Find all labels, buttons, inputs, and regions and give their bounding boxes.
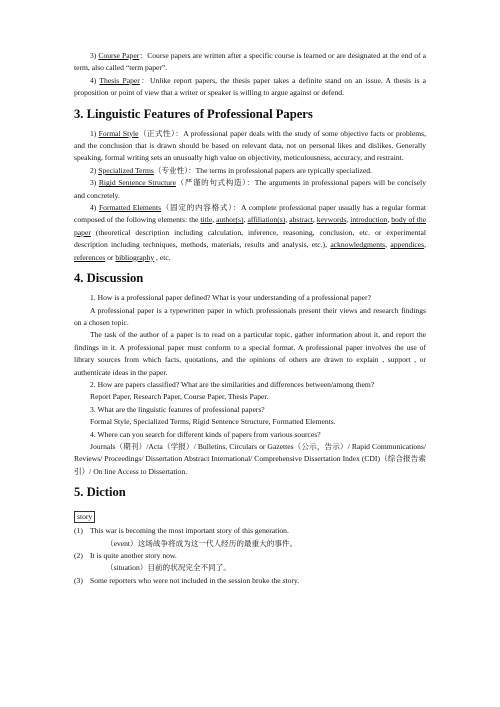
question-4: 4. Where can you search for different kinds of papers from various sources? <box>90 429 321 439</box>
element-author: author(s) <box>216 215 244 225</box>
specialized-terms-label: Specialized Terms <box>98 165 154 175</box>
item-number: 4) <box>90 75 100 85</box>
course-paper-label: Course Paper <box>98 51 140 60</box>
item-number: 3) <box>90 51 99 60</box>
separator: , <box>212 215 217 225</box>
document-page <box>74 50 426 587</box>
formal-style-paragraph <box>74 128 426 165</box>
answer-4: Journals（期刊）/Acta（学报）/ Bulletins, Circulars or Gazettes（公示，告示）/ Rapid Communications/ Reviews/ Proceedings/ Dissertation Abstract International/ Comprehensive Dissertation Index (CDI)（综合报告索引）/ On line Access to Dissertation. <box>74 441 426 476</box>
boxed-word: story <box>74 511 95 523</box>
formatted-elements-paragraph <box>74 202 426 264</box>
separator: , <box>243 215 248 225</box>
element-bibliography: bibliography <box>115 252 155 262</box>
question-1: 1. How is a professional paper defined? What is your understanding of a professional paper? <box>90 293 371 303</box>
english-sentence: This war is becoming the most important story of this generation. <box>90 526 289 536</box>
list-item <box>74 525 426 537</box>
list-item <box>74 550 426 562</box>
formal-style-label: Formal Style <box>98 128 139 138</box>
element-appendices: appendices <box>390 240 425 250</box>
english-sentence: It is quite another story now. <box>90 551 177 560</box>
item-number: 4) <box>90 203 99 213</box>
specialized-terms-paragraph <box>74 165 426 177</box>
answer-1: A professional paper is a typewritten paper in which professionals present their views and research findings on a chosen topic. <box>74 305 426 327</box>
section-5-heading: 5. Diction <box>74 485 126 500</box>
rigid-structure-label: Rigid Sentence Structure <box>98 178 176 188</box>
separator: , <box>346 215 351 225</box>
separator: , <box>387 215 392 225</box>
separator: , <box>285 215 290 225</box>
etc-text: , etc. <box>154 252 171 262</box>
item-number: 1) <box>90 128 99 138</box>
thesis-paper-paragraph <box>74 75 426 100</box>
item-number: 2) <box>90 165 99 175</box>
formatted-elements-text: （固定的内容格式）：A complete professional paper usually has a regular format composed of the following elements: the <box>74 203 427 225</box>
question-3: 3. What are the linguistic features of professional papers? <box>90 404 265 414</box>
question-2: 2. How are papers classified? What are the similarities and differences between/among them? <box>90 379 375 389</box>
thesis-paper-label: Thesis Paper <box>99 75 140 85</box>
separator: , <box>424 240 427 250</box>
or-text: or <box>105 252 116 262</box>
item-number: (2) <box>74 551 83 560</box>
specialized-terms-text: （专业性）：The terms in professional papers are typically specialized. <box>153 165 372 175</box>
item-number: (1) <box>74 526 83 536</box>
thesis-paper-text: ：Unlike report papers, the thesis paper takes a definite stand on an issue. A thesis is a proposition or point of view that a writer or speaker is willing to argue against or defend. <box>74 75 427 98</box>
answer-1-continued: The task of the author of a paper is to read on a particular topic, gather information about it, and report the findings in it. A professional paper must conform to a special format. A professional paper involves the use of library sources from which facts, quotations, and the opinions of others are drawn to explain , support , or authenticate ideas in the paper. <box>74 330 426 377</box>
formatted-elements-text-2: (theoretical description including calculation, inference, reasoning, conclusion, etc. or experimental description including techniques, methods, materials, results and analysis, etc.), <box>74 227 426 250</box>
diction-list <box>74 525 426 587</box>
separator: , <box>385 240 391 250</box>
list-item <box>74 575 426 587</box>
course-paper-paragraph <box>74 50 426 75</box>
section-3-heading: 3. Linguistic Features of Professional Papers <box>74 106 313 121</box>
item-number: (3) <box>74 575 83 585</box>
rigid-structure-paragraph <box>74 177 426 202</box>
course-paper-text: ：Course papers are written after a specific course is learned or are designated at the end of a term, also called “term paper”. <box>74 51 426 73</box>
separator: , <box>312 215 317 225</box>
element-body: body of the paper <box>74 215 427 237</box>
answer-2: Report Paper, Research Paper, Course Paper, Thesis Paper. <box>90 392 269 402</box>
item-number: 3) <box>90 178 99 188</box>
formatted-elements-label: Formatted Elements <box>98 203 162 213</box>
element-abstract: abstract <box>289 215 313 225</box>
element-keywords: keywords <box>316 215 347 225</box>
element-acknowledgments: acknowledgments <box>330 240 386 250</box>
element-affiliation: affiliation(s) <box>247 215 286 225</box>
rigid-structure-text: （严谨的句式构造）：The arguments in professional papers will be concisely and concretely. <box>74 178 426 200</box>
element-introduction: introduction <box>350 215 388 225</box>
element-title: title <box>200 215 213 225</box>
english-sentence: Some reporters who were not included in the session broke the story. <box>90 575 300 585</box>
translation: （event）这场战争将成为这一代人经历的最重大的事件。 <box>106 538 298 548</box>
element-references: references <box>74 252 106 262</box>
translation: （situation）目前的状况完全不同了。 <box>106 563 231 573</box>
section-4-heading: 4. Discussion <box>74 271 144 286</box>
answer-3: Formal Style, Specialized Terms, Rigid Sentence Structure, Formatted Elements. <box>90 417 336 427</box>
formal-style-text: （正式性）：A professional paper deals with the study of some objective facts or problems, and the conclusion that is drawn should be based on relevant data, not on personal likes and dislikes. Generally speaking, formal writing sets an unusually high value on objectivity, meticulousness, accuracy, and restraint. <box>74 128 426 163</box>
